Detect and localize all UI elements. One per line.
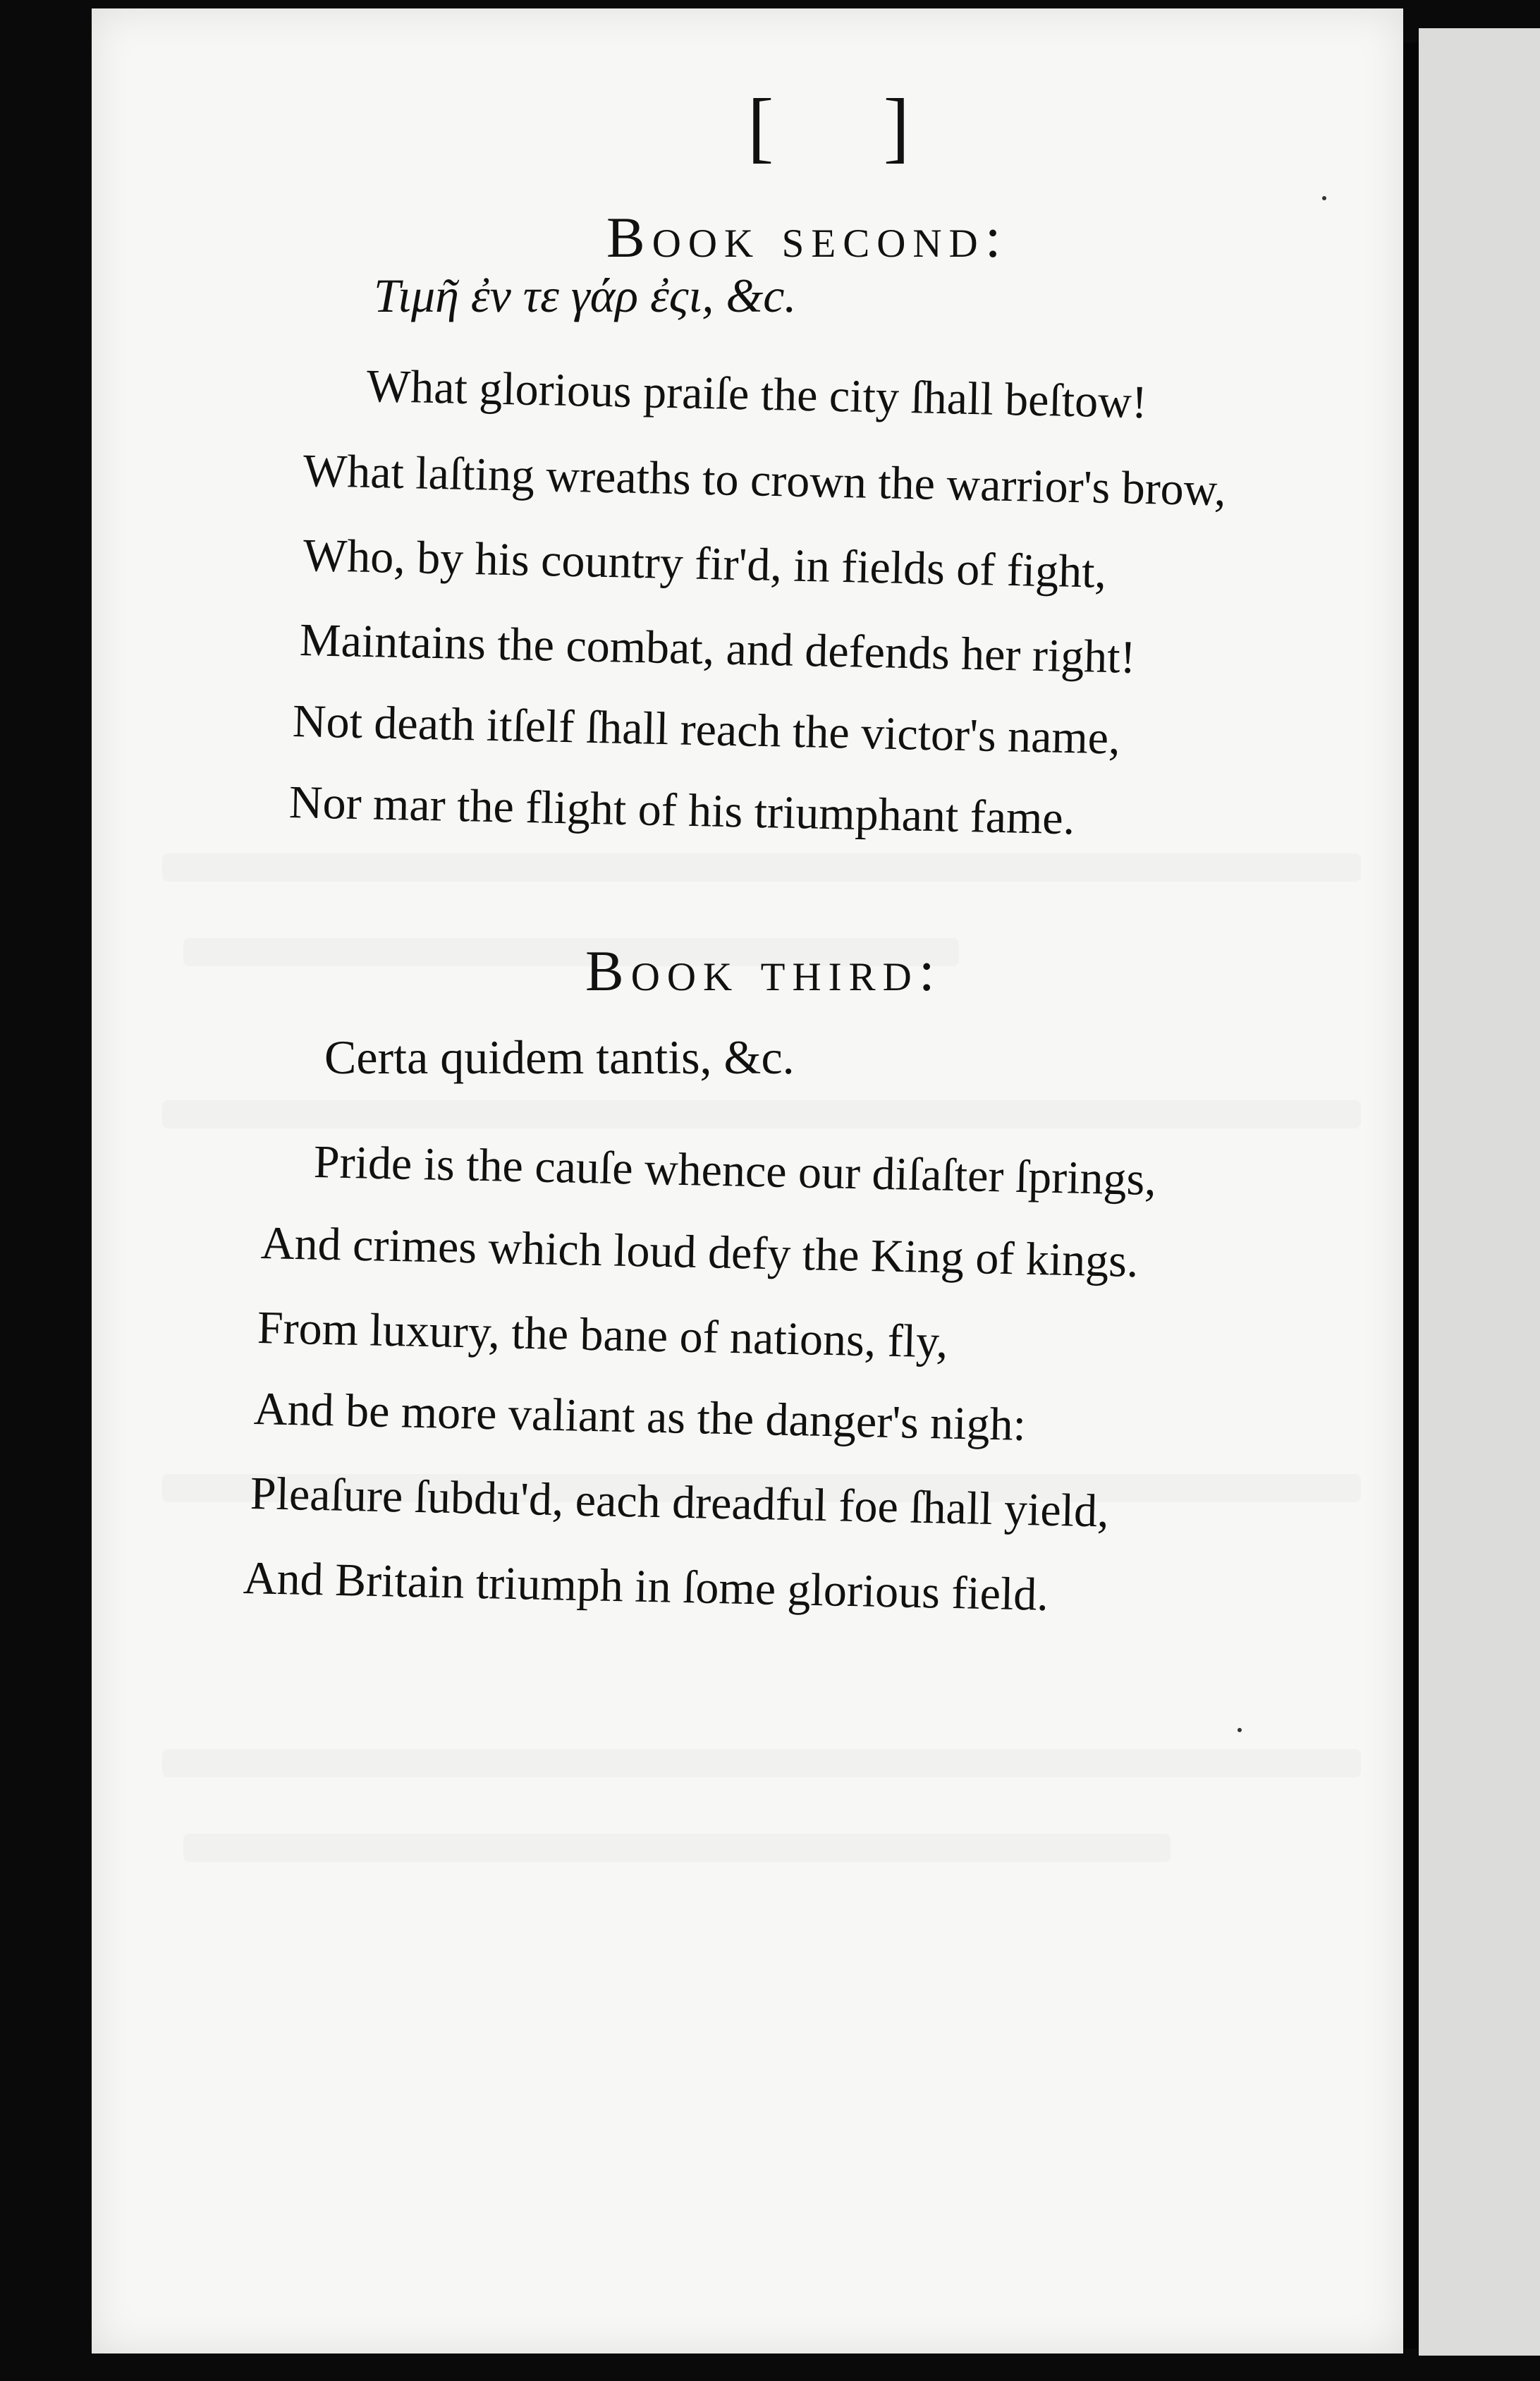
bracket-open: [ xyxy=(747,83,774,171)
show-through-line xyxy=(162,1749,1361,1777)
book-third-heading: Book third: xyxy=(585,939,942,1003)
verse-line: Nor mar the flight of his triumphant fame. xyxy=(288,777,1075,845)
verse-line: And Britain triumph in ſome glorious field. xyxy=(243,1552,1049,1621)
verse-line: From luxury, the bane of nations, fly, xyxy=(257,1302,948,1368)
show-through-line xyxy=(162,1100,1361,1128)
verse-line: What laſting wreaths to crown the warrior's brow, xyxy=(302,445,1227,516)
show-through-line xyxy=(183,1834,1171,1862)
ink-speck xyxy=(1238,1728,1242,1732)
verse-line: Pride is the cauſe whence our diſaſter ſprings, xyxy=(313,1136,1157,1206)
verse-line: Who, by his country fir'd, in fields of fight, xyxy=(302,530,1107,598)
verse-line: Maintains the combat, and defends her right! xyxy=(299,614,1137,683)
page-gutter-shadow xyxy=(1403,42,1419,2349)
verse-line: What glorious praiſe the city ſhall beſtow! xyxy=(366,360,1148,429)
book-third-epigraph: Certa quidem tantis, &c. xyxy=(324,1030,795,1084)
book-second-heading: Book second: xyxy=(606,205,1008,269)
verse-line: And crimes which loud defy the King of kings. xyxy=(260,1217,1139,1288)
ink-speck xyxy=(1322,196,1326,200)
facing-page-edge xyxy=(1419,28,1540,2356)
show-through-line xyxy=(162,853,1361,882)
verse-line: And be more valiant as the danger's nigh: xyxy=(253,1383,1027,1451)
bracket-close: ] xyxy=(883,83,910,171)
verse-line: Not death itſelf ſhall reach the victor's name, xyxy=(292,695,1121,765)
page-number-bracket xyxy=(747,78,910,176)
verse-line: Pleaſure ſubdu'd, each dreadful foe ſhall yield, xyxy=(250,1468,1110,1537)
book-second-epigraph: Τιμῆ ἐν τε γάρ ἐςι, &c. xyxy=(374,269,797,322)
